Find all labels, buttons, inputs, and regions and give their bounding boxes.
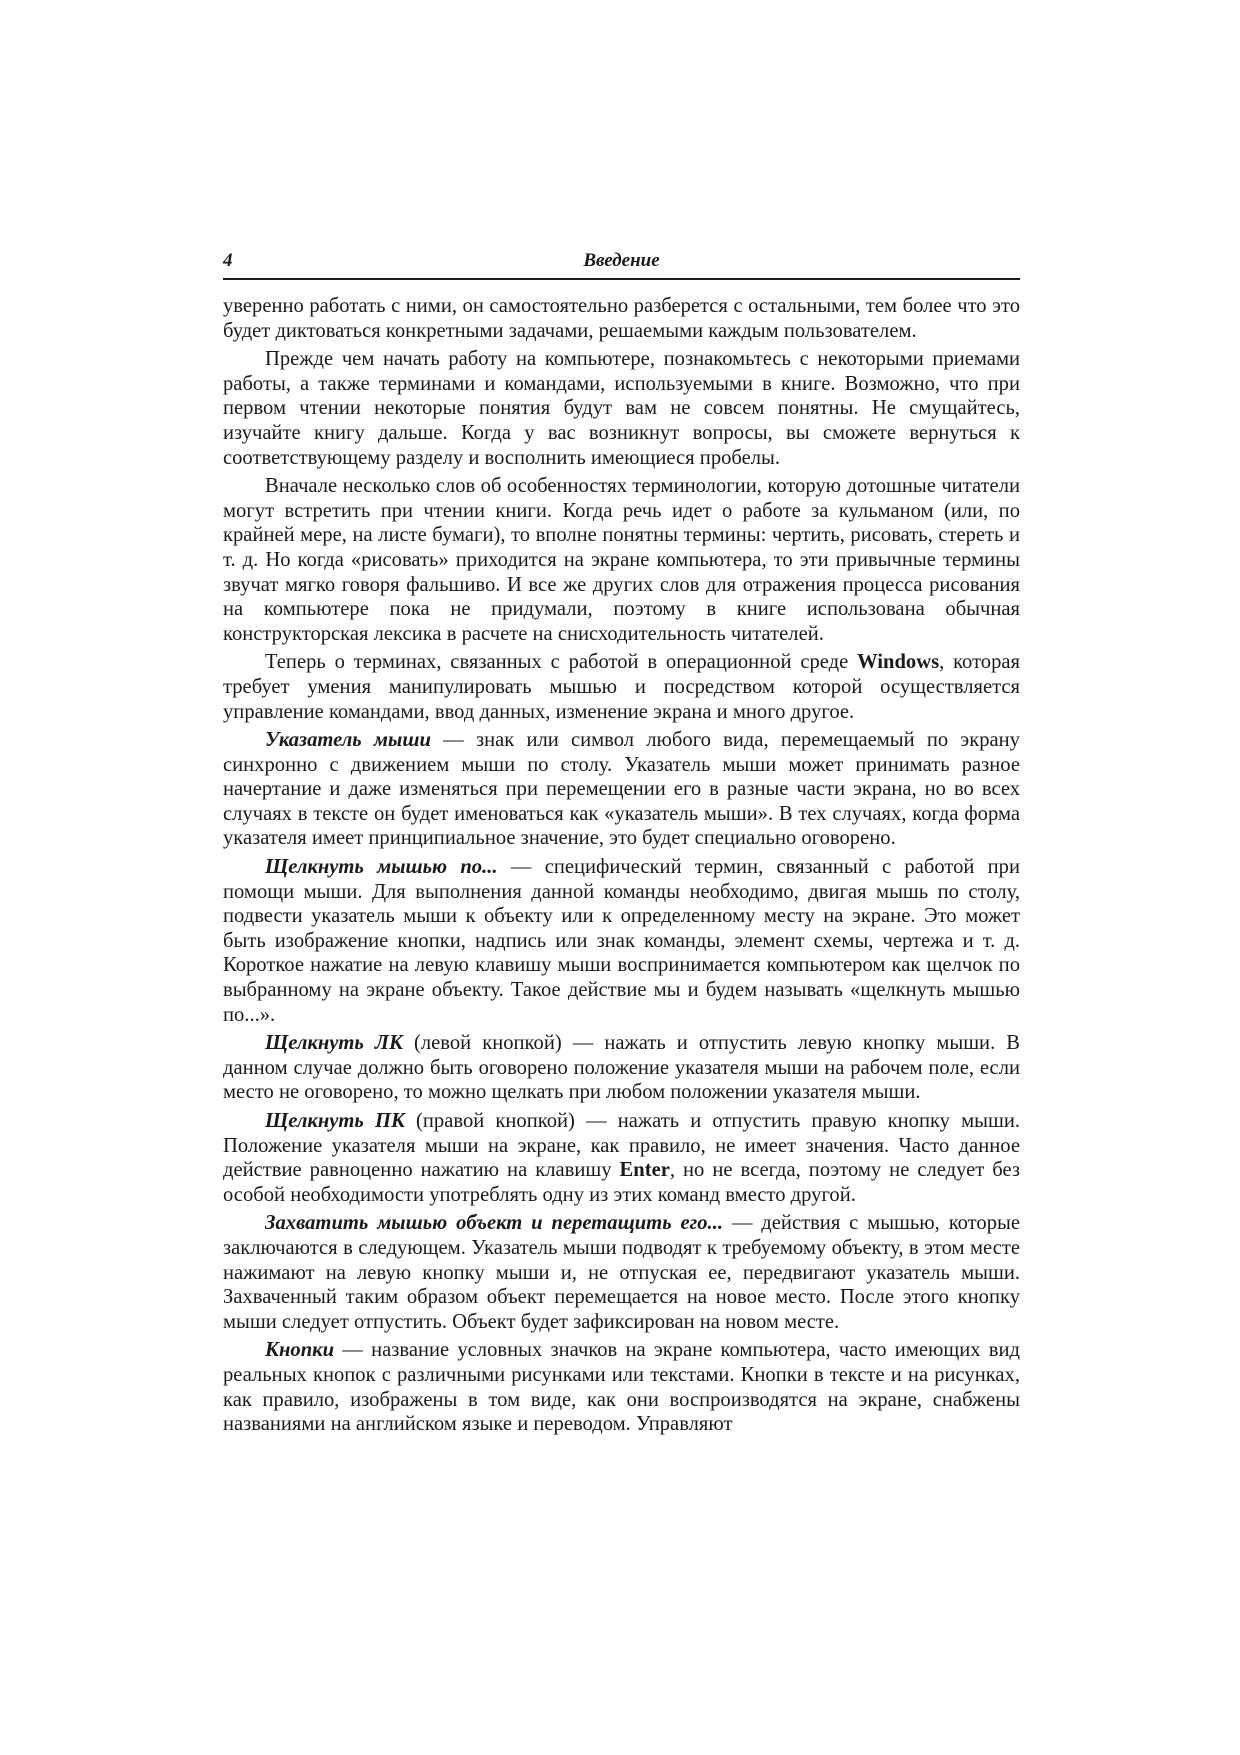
term-left-click: Щелкнуть ЛК: [265, 1032, 403, 1055]
body-text: [223, 294, 1020, 1437]
page-number: 4: [223, 250, 233, 271]
term-mouse-pointer: Указатель мыши: [265, 729, 431, 752]
definition-left-click: [223, 1031, 1020, 1105]
paragraph-text: Прежде чем начать работу на компьютере, познакомьтесь с некоторыми приемами работы, а также терминами и командами, используемыми в книге. Возможно, что при первом чтении некоторые понятия будут вам не совсем понятны. Не смущайтесь, изучайте книгу дальше. Когда у вас возникнут вопросы, вы сможете вернуться к соответствующему разделу и восполнить имеющиеся пробелы.: [223, 348, 1020, 469]
definition-mouse-pointer: [223, 728, 1020, 851]
definition-text: — действия с мышью, которые заключаются в следующем. Указатель мыши подводят к требуемому объекту, в этом месте нажимают на левую кнопку мыши и, не отпуская ее, передвигают указатель мыши. Захваченный таким образом объект перемещается на новое место. После этого кнопку мыши следует отпустить. Объект будет зафиксирован на новом месте.: [223, 1212, 1020, 1333]
paragraph-text: уверенно работать с ними, он самостоятельно разберется с остальными, тем более что это будет диктоваться конкретными задачами, решаемыми каждым пользователем.: [223, 295, 1020, 342]
paragraph-continuation: [223, 294, 1020, 343]
term-click-on: Щелкнуть мышью по...: [265, 856, 498, 879]
term-right-click: Щелкнуть ПК: [265, 1110, 405, 1132]
definition-text: — специфический термин, связанный с работой при помощи мыши. Для выполнения данной команды необходимо, двигая мышь по столу, подвести указатель мыши к объекту или к определенному месту на экране. Это может быть изображение кнопки, надпись или знак команды, элемент схемы, чертежа и т. д. Короткое нажатие на левую клавишу мыши воспринимается компьютером как щелчок по выбранному на экране объекту. Такое действие мы и будем называть «щелкнуть мышью по...».: [223, 856, 1020, 1026]
paragraph-text: , которая требует умения манипулировать мышью и посредством которой осуществляется управление командами, ввод данных, изменение экрана и много другое.: [223, 651, 1021, 723]
paragraph-text: Теперь о терминах, связанных с работой в операционной среде: [265, 651, 858, 674]
book-page: [223, 248, 1020, 1441]
definition-text: (левой кнопкой) — нажать и отпустить левую кнопку мыши. В данном случае должно быть оговорено положение указателя мыши на рабочем поле, если место не оговорено, то можно щелкать при любом положении указателя мыши.: [223, 1032, 1020, 1104]
term-buttons: Кнопки: [265, 1339, 335, 1362]
running-title: Введение: [583, 250, 660, 271]
running-head: [223, 248, 1020, 280]
keyword-enter: Enter: [619, 1159, 670, 1182]
definition-text: — название условных значков на экране компьютера, часто имеющих вид реальных кнопок с различными рисунками или текстами. Кнопки в тексте и на рисунках, как правило, изображены в том виде, как они воспроизводятся на экране, снабжены названиями на английском языке и переводом. Управляют: [223, 1339, 1020, 1436]
paragraph-intro-techniques: [223, 347, 1020, 470]
keyword-windows: Windows: [857, 651, 940, 674]
definition-right-click: [223, 1109, 1020, 1207]
definition-text: , но не всегда, поэтому не следует без особой необходимости употреблять одну из этих команд вместо другой.: [223, 1159, 1020, 1206]
definition-text: (правой кнопкой) — нажать и отпустить правую кнопку мыши. Положение указателя мыши на экране, как правило, не имеет значения. Часто данное действие равноценно нажатию на клавишу: [223, 1110, 1020, 1182]
term-drag: Захватить мышью объект и перетащить его...: [265, 1212, 723, 1235]
paragraph-windows-terms: [223, 650, 1020, 724]
definition-drag: [223, 1211, 1020, 1334]
paragraph-text: Вначале несколько слов об особенностях терминологии, которую дотошные читатели могут встретить при чтении книги. Когда речь идет о работе за кульманом (или, по крайней мере, на листе бумаги), то вполне понятны термины: чертить, рисовать, стереть и т. д. Но когда «рисовать» приходится на экране компьютера, то эти привычные термины звучат мягко говоря фальшиво. И все же других слов для отражения процесса рисования на компьютере пока не придумали, поэтому в книге использована обычная конструкторская лексика в расчете на снисходительность читателей.: [223, 475, 1020, 645]
definition-click-on: [223, 855, 1020, 1027]
definition-buttons: [223, 1338, 1020, 1436]
paragraph-terminology: [223, 474, 1020, 646]
definition-text: — знак или символ любого вида, перемещаемый по экрану синхронно с движением мыши по столу. Указатель мыши может принимать разное начертание и даже изменяться при перемещении его в разные части экрана, но во всех случаях в тексте он будет именоваться как «указатель мыши». В тех случаях, когда форма указателя имеет принципиальное значение, это будет специально оговорено.: [223, 729, 1020, 850]
